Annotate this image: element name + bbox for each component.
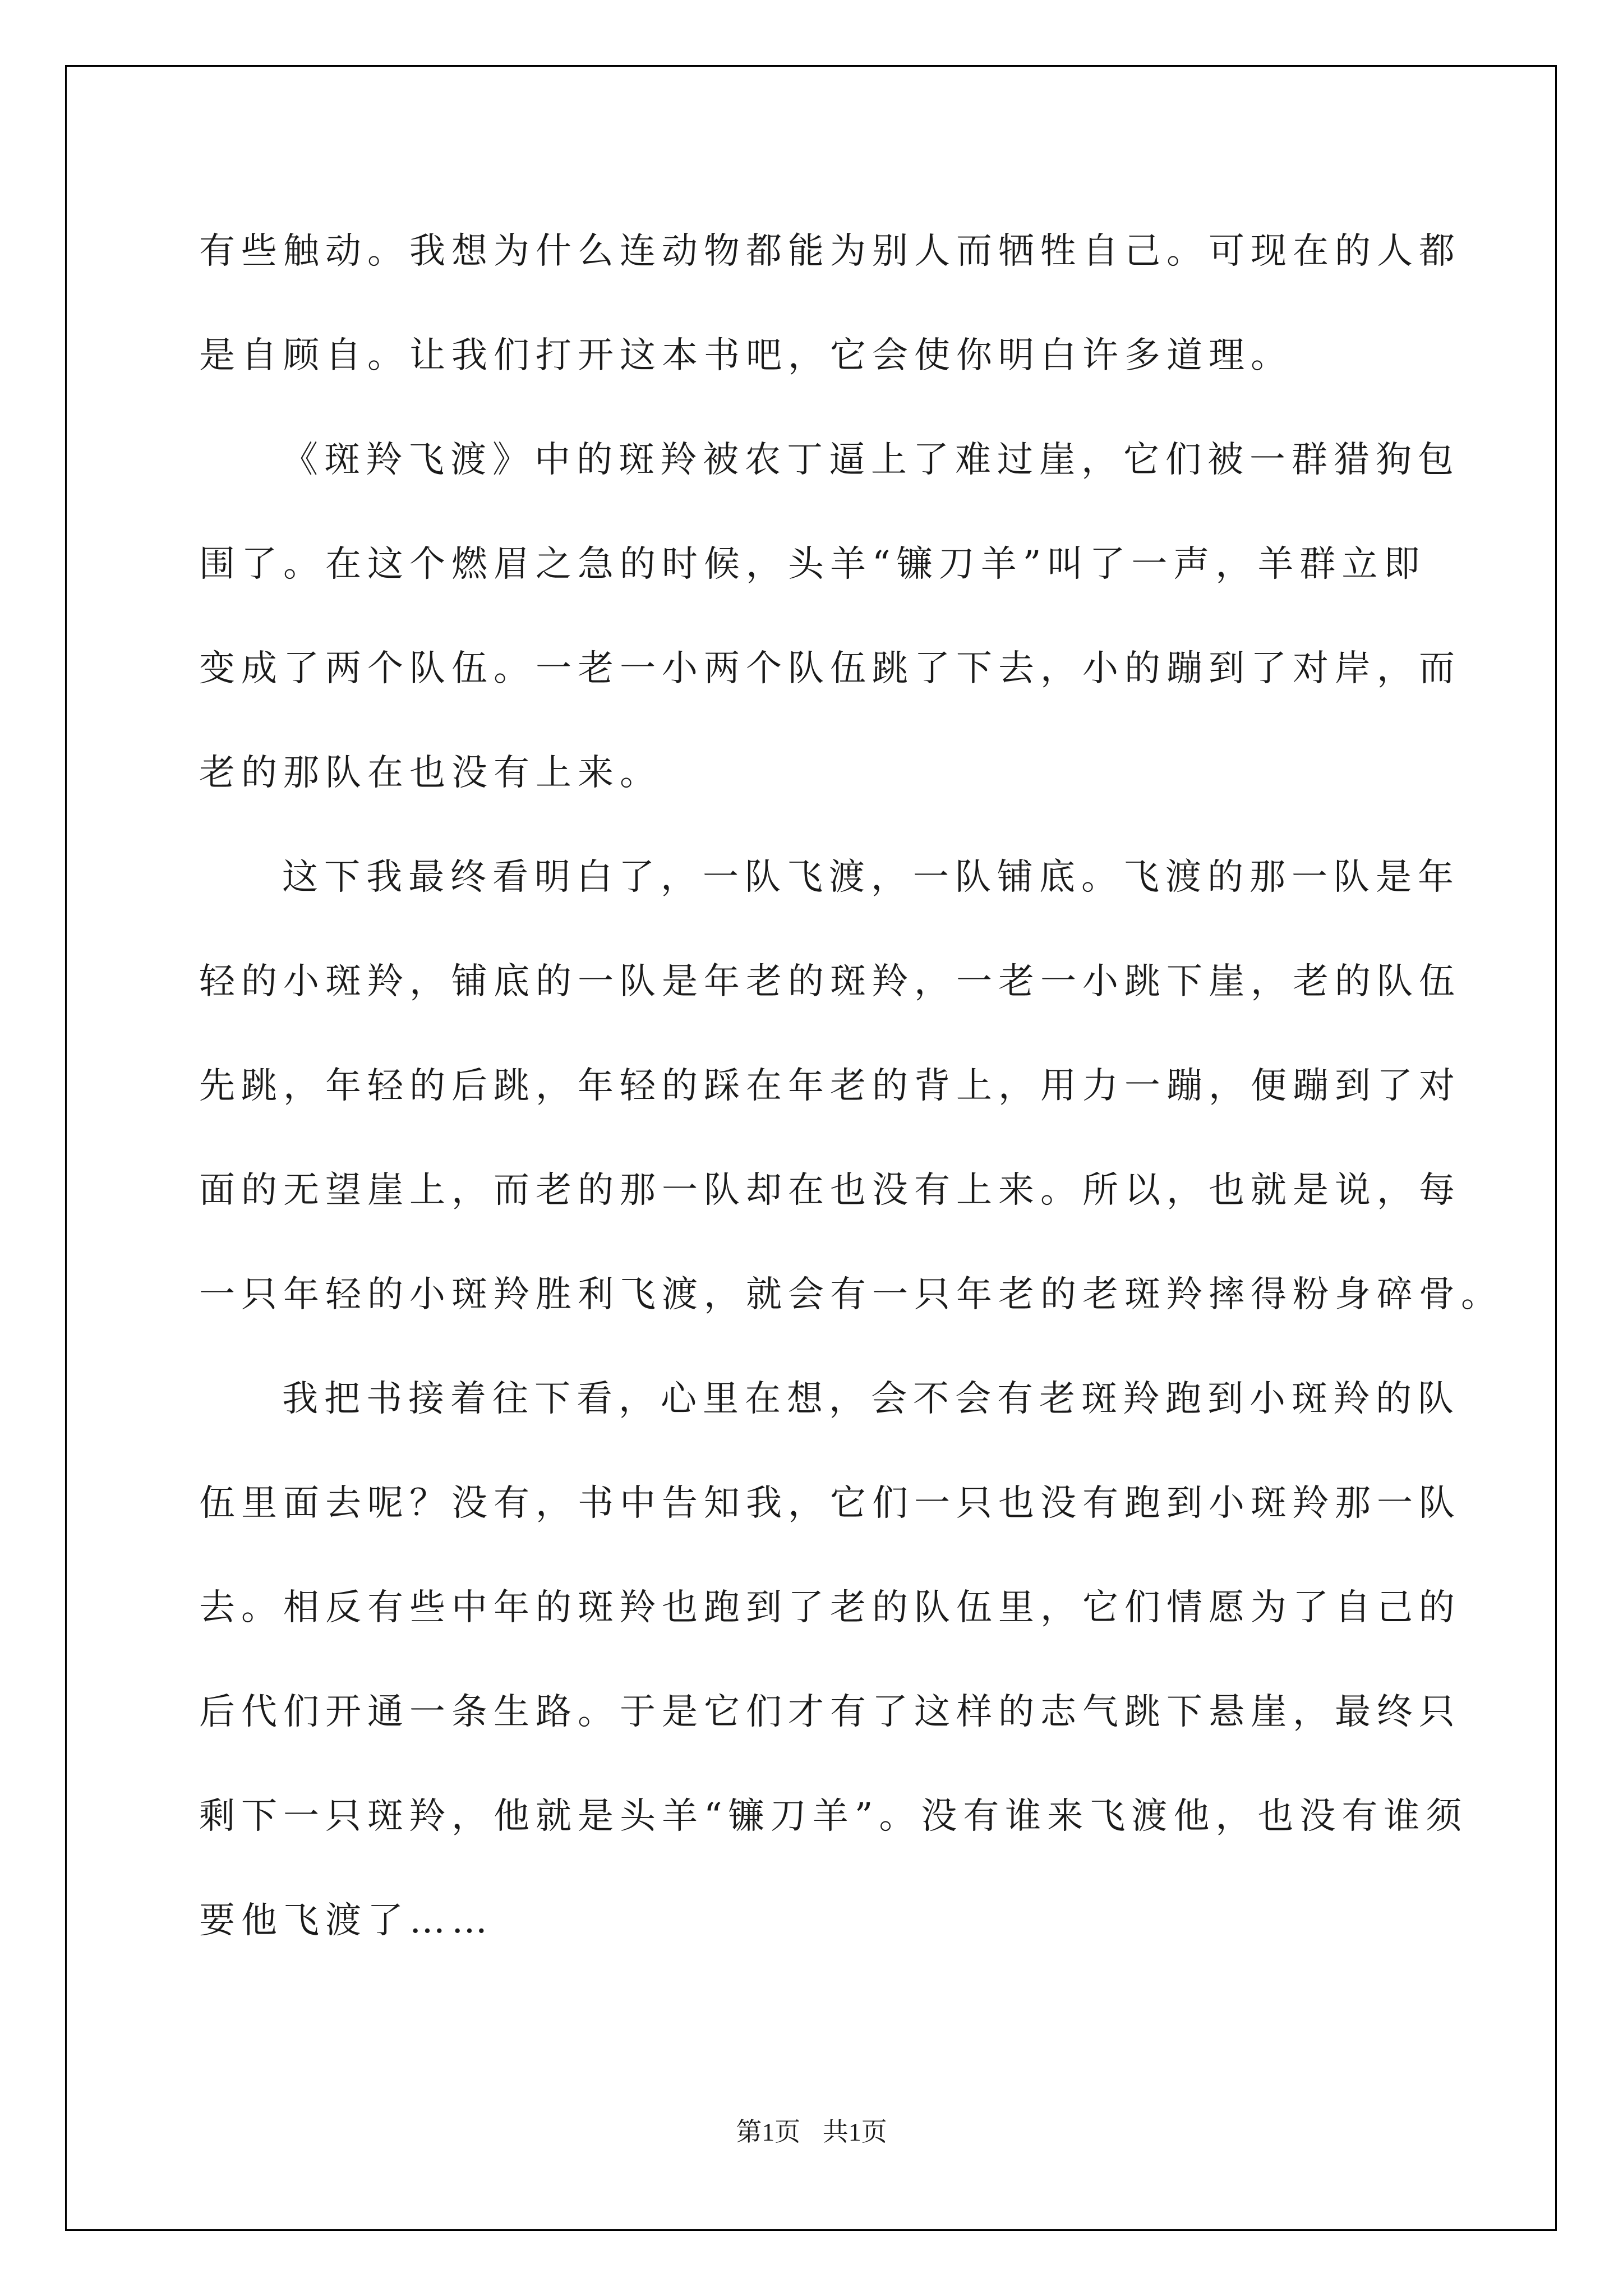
page-number: 第1页 bbox=[736, 2118, 801, 2146]
text-line: 老的那队在也没有上来。 bbox=[199, 752, 662, 794]
text-line: 要他飞渡了…… bbox=[199, 1900, 494, 1941]
paragraph-start-line: 这下我最终看明白了，一队飞渡，一队铺底。飞渡的那一队是年 bbox=[282, 857, 1460, 898]
text-line: 围了。在这个燃眉之急的时候，头羊“镰刀羊”叫了一声，羊群立即 bbox=[199, 544, 1426, 585]
text-line: 一只年轻的小斑羚胜利飞渡，就会有一只年老的老斑羚摔得粉身碎骨。 bbox=[199, 1274, 1503, 1315]
page-total: 共1页 bbox=[822, 2118, 887, 2146]
text-line: 变成了两个队伍。一老一小两个队伍跳了下去，小的蹦到了对岸，而 bbox=[199, 648, 1461, 689]
paragraph-start-line: 我把书接着往下看，心里在想，会不会有老斑羚跑到小斑羚的队 bbox=[282, 1378, 1460, 1420]
text-line: 后代们开通一条生路。于是它们才有了这样的志气跳下悬崖，最终只 bbox=[199, 1691, 1461, 1733]
text-line: 是自顾自。让我们打开这本书吧，它会使你明白许多道理。 bbox=[199, 335, 1293, 376]
text-line: 先跳，年轻的后跳，年轻的踩在年老的背上，用力一蹦，便蹦到了对 bbox=[199, 1065, 1461, 1107]
text-line: 去。相反有些中年的斑羚也跑到了老的队伍里，它们情愿为了自己的 bbox=[199, 1587, 1461, 1628]
document-body bbox=[199, 199, 1503, 1973]
text-line: 面的无望崖上，而老的那一队却在也没有上来。所以，也就是说，每 bbox=[199, 1170, 1461, 1211]
page-footer bbox=[0, 2111, 1623, 2148]
text-line: 剩下一只斑羚，他就是头羊“镰刀羊”。没有谁来飞渡他，也没有谁须 bbox=[199, 1796, 1468, 1837]
paragraph-start-line: 《斑羚飞渡》中的斑羚被农丁逼上了难过崖，它们被一群猎狗包 bbox=[282, 439, 1460, 481]
text-line: 有些触动。我想为什么连动物都能为别人而牺牲自己。可现在的人都 bbox=[199, 231, 1461, 272]
text-line: 伍里面去呢？没有，书中告知我，它们一只也没有跑到小斑羚那一队 bbox=[199, 1483, 1461, 1524]
text-line: 轻的小斑羚，铺底的一队是年老的斑羚，一老一小跳下崖，老的队伍 bbox=[199, 961, 1461, 1002]
